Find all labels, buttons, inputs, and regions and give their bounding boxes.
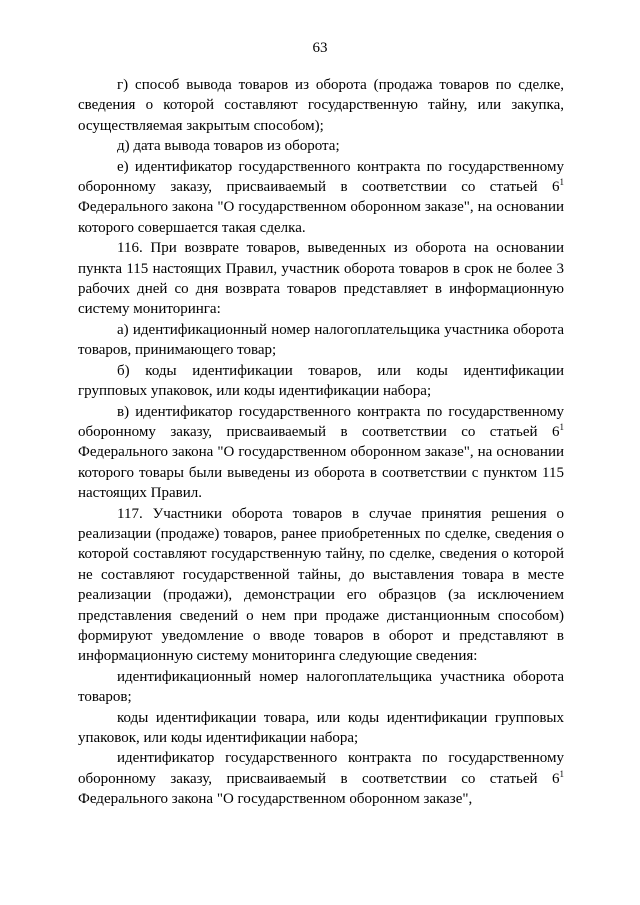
article-superscript: 1 [559, 421, 564, 432]
paragraph-codes [78, 708, 564, 749]
document-body [78, 75, 564, 810]
paragraph-item-b [78, 361, 564, 402]
paragraph-text: 117. Участники оборота товаров в случае принятия решения о реализации (продаже) товаров, ранее приобретенных по сделке, сведения о которой составляют государственную тайну, по сделке, сведения о которой не составляют государственной тайны, до выставления товара в месте реализации (продажи), демонстрации его образцов (за исключением представления сведений о нем при продаже дистанционным способом) формируют уведомление о вводе товаров в оборот и представляют в информационную систему мониторинга следующие сведения: [78, 505, 564, 665]
paragraph-text: д) дата вывода товаров из оборота; [117, 138, 340, 155]
paragraph-contract-id [78, 748, 564, 809]
page-number: 63 [312, 40, 328, 56]
paragraph-text-tail: Федерального закона "О государственном оборонном заказе", на основании которого совершается такая сделка. [78, 199, 564, 236]
paragraph-text: е) идентификатор государственного контракта по государственному оборонному заказу, присваиваемый в соответствии со статьей 6 [78, 158, 564, 196]
paragraph-text-tail: Федерального закона "О государственном оборонном заказе", на основании которого товары были выведены из оборота в соответствии с пунктом 115 настоящих Правил. [78, 444, 564, 502]
paragraph-text: идентификационный номер налогоплательщика участника оборота товаров; [78, 668, 564, 706]
paragraph-inn [78, 667, 564, 708]
paragraph-item-v [78, 402, 564, 504]
paragraph-item-e [78, 157, 564, 239]
paragraph-text: 116. При возврате товаров, выведенных из оборота на основании пункта 115 настоящих Правил, участник оборота товаров в срок не более 3 рабочих дней со дня возврата товаров представляет в информационную систему мониторинга: [78, 240, 564, 318]
paragraph-item-a [78, 320, 564, 361]
article-superscript: 1 [559, 177, 564, 188]
article-superscript: 1 [559, 768, 564, 779]
paragraph-text: г) способ вывода товаров из оборота (продажа товаров по сделке, сведения о которой составляют государственную тайну, или закупка, осуществляемая закрытым способом); [78, 77, 564, 134]
paragraph-text: идентификатор государственного контракта по государственному оборонному заказу, присваиваемый в соответствии со статьей 6 [78, 750, 564, 787]
paragraph-item-g [78, 75, 564, 136]
paragraph-text: коды идентификации товара, или коды идентификации групповых упаковок, или коды идентификации набора; [78, 709, 564, 746]
paragraph-text: б) коды идентификации товаров, или коды идентификации групповых упаковок, или коды идентификации набора; [78, 362, 564, 400]
paragraph-text: в) идентификатор государственного контракта по государственному оборонному заказу, присваиваемый в соответствии со статьей 6 [78, 403, 564, 440]
paragraph-item-d [78, 136, 564, 156]
paragraph-clause-116 [78, 238, 564, 320]
paragraph-clause-117 [78, 504, 564, 667]
paragraph-text-tail: Федерального закона "О государственном оборонном заказе", [78, 791, 473, 808]
paragraph-text: а) идентификационный номер налогоплательщика участника оборота товаров, принимающего товар; [78, 321, 564, 359]
